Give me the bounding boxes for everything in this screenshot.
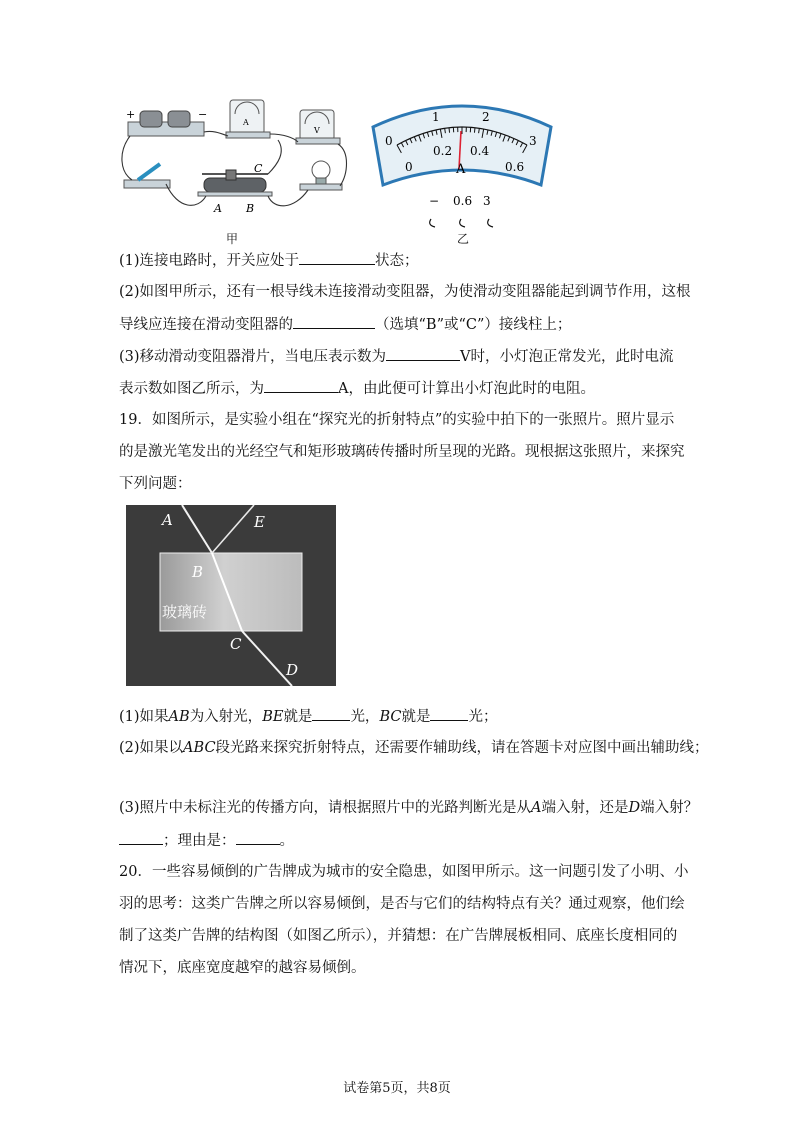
ammeter-label: A <box>243 118 249 127</box>
q19-part3-line1: (3)照片中未标注光的传播方向，请根据照片中的光路判断光是从A端入射，还是D端入射？ <box>119 800 699 816</box>
photo-label-glass: 玻璃砖 <box>162 603 208 621</box>
switch-icon <box>124 164 170 188</box>
voltmeter-label: V <box>314 126 320 135</box>
answer-blank[interactable] <box>430 706 468 721</box>
q20-line2: 羽的思考：这类广告牌之所以容易倾倒，是否与它们的结构特点有关？通过观察，他们绘 <box>119 896 685 912</box>
photo-label-c: C <box>230 635 242 653</box>
answer-blank[interactable] <box>386 346 460 361</box>
answer-blank[interactable] <box>293 314 375 329</box>
battery-minus-label: − <box>198 108 208 121</box>
q18-part2-line1: (2)如图甲所示，还有一根导线未连接滑动变阻器，为使滑动变阻器能起到调节作用，这根 <box>119 284 691 300</box>
terminal-minus: − <box>429 194 440 208</box>
photo-label-e: E <box>254 513 265 531</box>
rheostat-a-label: A <box>214 202 222 215</box>
q18-part1: (1)连接电路时，开关应处于 状态； <box>119 250 419 271</box>
answer-blank[interactable] <box>236 830 280 845</box>
answer-blank[interactable] <box>119 830 163 845</box>
dial-tick <box>474 128 475 133</box>
photo-label-d: D <box>286 661 299 679</box>
outer-scale-3: 3 <box>529 134 537 148</box>
answer-blank[interactable] <box>299 250 375 265</box>
q20-line4: 情况下，底座宽度越窄的越容易倾倒。 <box>119 960 366 976</box>
outer-scale-2: 2 <box>482 110 490 124</box>
ray-cd <box>242 631 292 686</box>
inner-scale-0: 0 <box>405 160 413 174</box>
dial-tick <box>449 128 450 133</box>
ray-be <box>212 505 254 553</box>
q18-part3-line2: 表示数如图乙所示，为 A，由此便可计算出小灯泡此时的电阻。 <box>119 378 595 399</box>
q19-intro-line1: 19．如图所示，是实验小组在“探究光的折射特点”的实验中拍下的一张照片。照片显示 <box>119 412 675 428</box>
figure-jia-caption: 甲 <box>226 232 239 246</box>
q20-line3: 制了这类广告牌的结构图（如图乙所示），并猜想：在广告牌展板相同、底座长度相同的 <box>119 928 678 944</box>
inner-scale-06: 0.6 <box>505 160 525 174</box>
ammeter-dial-figure <box>365 93 560 245</box>
circuit-figure <box>118 92 354 242</box>
lightbulb-icon <box>300 161 342 190</box>
inner-scale-02: 0.2 <box>433 144 453 158</box>
answer-blank[interactable] <box>264 378 338 393</box>
q18-part3-line1: (3)移动滑动变阻器滑片，当电压表示数为 V时，小灯泡正常发光，此时电流 <box>119 346 674 367</box>
rheostat-b-label: B <box>246 202 255 215</box>
outer-scale-1: 1 <box>432 110 440 124</box>
terminal-posts <box>430 219 493 227</box>
q19-part2: (2)如果以ABC段光路来探究折射特点，还需要作辅助线，请在答题卡对应图中画出辅助线； <box>119 740 709 756</box>
q18-part2-line2: 导线应连接在滑动变阻器的 （选填“B”或“C”）接线柱上； <box>119 314 571 335</box>
q19-part1: (1)如果AB为入射光，BE就是 光，BC就是 光； <box>119 706 497 727</box>
battery-plus-label: + <box>126 108 136 121</box>
photo-label-b: B <box>192 563 204 581</box>
ray-ab <box>182 505 212 553</box>
inner-scale-04: 0.4 <box>470 144 490 158</box>
page-footer: 试卷第5页，共8页 <box>343 1081 451 1096</box>
outer-scale-0: 0 <box>385 134 393 148</box>
q19-intro-line2: 的是激光笔发出的光经空气和矩形玻璃砖传播时所呈现的光路。现根据这张照片，来探究 <box>119 444 685 460</box>
terminal-06: 0.6 <box>453 194 473 208</box>
refraction-photo <box>126 505 336 686</box>
battery-icon <box>128 111 204 136</box>
rheostat-c-label: C <box>254 162 263 175</box>
q19-part3-line2: ；理由是： 。 <box>119 830 294 851</box>
terminal-3: 3 <box>483 194 491 208</box>
answer-blank[interactable] <box>312 706 350 721</box>
figure-yi-caption: 乙 <box>457 232 470 246</box>
q19-intro-line3: 下列问题： <box>119 476 192 492</box>
dial-unit: A <box>456 162 466 177</box>
photo-label-a: A <box>162 511 173 529</box>
q20-line1: 20．一些容易倾倒的广告牌成为城市的安全隐患，如图甲所示。这一问题引发了小明、小 <box>119 864 689 880</box>
